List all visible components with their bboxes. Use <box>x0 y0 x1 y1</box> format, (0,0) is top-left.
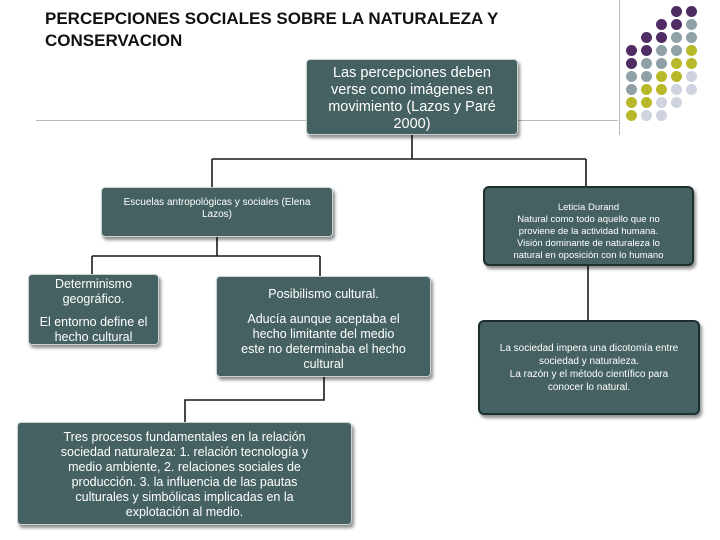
decorative-dot <box>656 71 667 82</box>
node-text-line: sociedad y naturaleza. <box>538 356 640 367</box>
title-line-1: PERCEPCIONES SOCIALES SOBRE LA NATURALEZA Y <box>45 9 499 28</box>
node-text-line: Leticia Durand <box>557 202 620 213</box>
decorative-dot <box>671 84 682 95</box>
decorative-dot <box>641 97 652 108</box>
decorative-dot <box>656 110 667 121</box>
node-text-line: proviene de la actividad humana. <box>518 226 659 237</box>
node-heading: Posibilismo cultural. <box>268 287 379 301</box>
decorative-dot <box>671 32 682 43</box>
decorative-dot <box>626 71 637 82</box>
decorative-dot <box>626 97 637 108</box>
decorative-dot <box>641 45 652 56</box>
node-text-line: producción. 3. la influencia de las pautas <box>71 475 298 489</box>
decorative-dot <box>671 6 682 17</box>
node-text-line: hecho limitante del medio <box>252 327 395 341</box>
decorative-dot <box>671 97 682 108</box>
page-title <box>45 8 605 52</box>
node-text-line: este no determinaba el hecho <box>241 342 406 356</box>
node-text-line: explotación al medio. <box>125 505 244 519</box>
node-text-line: La sociedad impera una dicotomía entre <box>499 343 679 354</box>
decorative-dot <box>671 19 682 30</box>
node-text-line: El entorno define el <box>39 315 148 329</box>
node-determinismo-geografico <box>28 274 159 345</box>
node-text-line: movimiento (Lazos y Paré <box>328 99 496 115</box>
decorative-dot <box>626 45 637 56</box>
node-text-line: 2000) <box>393 116 431 132</box>
node-text-line: Tres procesos fundamentales en la relación <box>63 430 306 444</box>
decorative-dot-grid <box>626 6 718 124</box>
node-text-line: Las percepciones deben <box>332 65 491 81</box>
decorative-dot <box>686 71 697 82</box>
node-text-line: conocer lo natural. <box>547 382 631 393</box>
node-text-line: La razón y el método científico para <box>509 369 669 380</box>
decorative-dot <box>656 84 667 95</box>
decorative-dot <box>641 84 652 95</box>
node-dicotomia <box>478 320 700 415</box>
node-text-line: verse como imágenes en <box>331 82 493 98</box>
node-text-line: Natural como todo aquello que no <box>517 214 660 225</box>
decorative-dot <box>656 45 667 56</box>
node-text-line: Visión dominante de naturaleza lo <box>517 238 660 249</box>
connector-posibilismo-procesos <box>185 377 324 422</box>
decorative-dot <box>686 84 697 95</box>
node-tres-procesos <box>17 422 352 525</box>
decorative-dot <box>671 45 682 56</box>
title-line-2: CONSERVACION <box>45 31 183 50</box>
node-text-line: Lazos) <box>201 209 232 220</box>
decorative-dot <box>671 71 682 82</box>
decorative-dot <box>626 84 637 95</box>
node-percepciones <box>306 59 518 135</box>
decorative-dot <box>671 58 682 69</box>
decorative-dot <box>656 19 667 30</box>
node-text-line: cultural <box>303 357 344 371</box>
node-text-line: sociedad naturaleza: 1. relación tecnología y <box>60 445 309 459</box>
node-text-line: natural en oposición con lo humano <box>513 250 664 261</box>
node-heading-line: Determinismo <box>54 277 133 291</box>
header-divider-vertical <box>619 0 620 135</box>
decorative-dot <box>641 71 652 82</box>
node-text-line: medio ambiente, 2. relaciones sociales de <box>68 460 301 474</box>
node-text-line: Aducía aunque aceptaba el <box>247 312 400 326</box>
decorative-dot <box>686 6 697 17</box>
decorative-dot <box>686 32 697 43</box>
decorative-dot <box>686 45 697 56</box>
decorative-dot <box>686 19 697 30</box>
node-heading-line: geográfico. <box>62 292 125 306</box>
decorative-dot <box>626 58 637 69</box>
decorative-dot <box>656 58 667 69</box>
decorative-dot <box>656 97 667 108</box>
decorative-dot <box>641 110 652 121</box>
node-text-line: Escuelas antropológicas y sociales (Elena <box>123 197 311 208</box>
decorative-dot <box>641 58 652 69</box>
decorative-dot <box>626 110 637 121</box>
node-escuelas-antropologicas <box>101 187 333 237</box>
decorative-dot <box>686 58 697 69</box>
decorative-dot <box>656 32 667 43</box>
node-leticia-durand <box>483 186 694 266</box>
decorative-dot <box>641 32 652 43</box>
node-text-line: hecho cultural <box>54 330 133 344</box>
node-posibilismo-cultural <box>216 276 431 377</box>
node-text-line: culturales y simbólicas implicadas en la <box>75 490 294 504</box>
